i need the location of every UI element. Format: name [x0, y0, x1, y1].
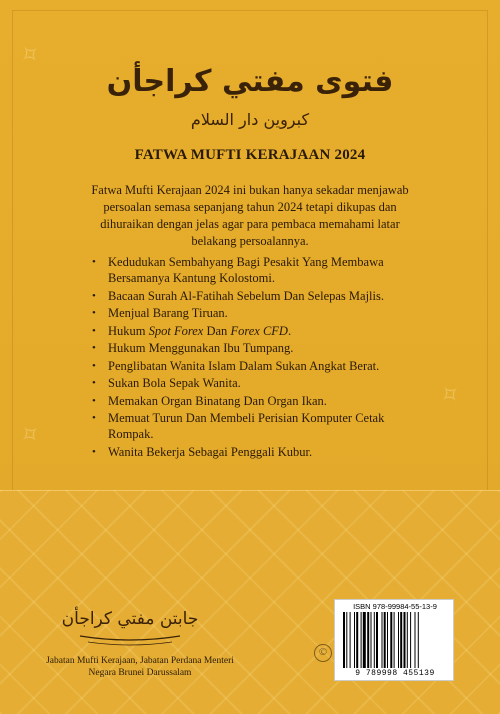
barcode-number: 9 789998 455139 [355, 669, 435, 678]
publisher-address [20, 655, 260, 679]
arabic-calligraphy-subtitle: كبروين دار السلام [190, 110, 310, 129]
bullet-icon: • [92, 342, 96, 354]
watermark-pattern-mid: ✧ [12, 416, 49, 454]
list-item: • Penglibatan Wanita Islam Dalam Sukan Angkat Berat. [92, 358, 380, 373]
list-item: • Wanita Bekerja Sebagai Penggali Kubur. [92, 444, 313, 459]
list-item: • Sukan Bola Sepak Wanita. [92, 376, 241, 390]
bullet-icon: • [92, 307, 96, 319]
bullet-icon: • [92, 394, 96, 407]
bullet-icon: • [92, 289, 96, 302]
watermark-pattern-top: ✧ [12, 36, 49, 74]
isbn-barcode [334, 599, 454, 681]
publisher-line-2: Negara Brunei Darussalam [88, 668, 192, 678]
barcode-icon [343, 612, 447, 668]
publisher-logo [61, 600, 199, 650]
list-item: • Hukum Spot Forex Dan Forex CFD. [92, 323, 292, 338]
copyright-icon: © [314, 644, 332, 662]
bullet-icon: • [92, 412, 96, 424]
list-item: • Memakan Organ Binatang Dan Organ Ikan. [92, 393, 327, 408]
bullet-icon: • [92, 359, 96, 372]
cover-title: FATWA MUFTI KERAJAAN 2024 [134, 147, 366, 163]
isbn-label: ISBN 978-99984-55-13-9 [353, 602, 437, 611]
list-item: • Hukum Menggunakan Ibu Tumpang. [92, 341, 294, 355]
bullet-icon: • [92, 256, 96, 268]
calligraphy-logo-icon [61, 600, 199, 650]
list-item: • Menjual Barang Tiruan. [92, 306, 228, 320]
bullet-icon: • [92, 445, 96, 458]
bullet-icon: • [92, 377, 96, 389]
svg-text:جابتن مفتي كراجأن: جابتن مفتي كراجأن [61, 609, 199, 629]
publisher-line-1: Jabatan Mufti Kerajaan, Jabatan Perdana Menteri [46, 656, 234, 666]
list-item: • Memuat Turun Dan Membeli Perisian Komputer Cetak Rompak. [92, 411, 385, 441]
list-item: • Bacaan Surah Al-Fatihah Sebelum Dan Selepas Majlis. [92, 288, 384, 303]
watermark-pattern-right: ✧ [432, 376, 469, 414]
topic-list [92, 254, 412, 461]
bullet-icon: • [92, 324, 96, 337]
list-item: • Kedudukan Sembahyang Bagi Pesakit Yang Membawa Bersamanya Kantung Kolostomi. [92, 255, 384, 285]
intro-paragraph: Fatwa Mufti Kerajaan 2024 ini bukan hanya sekadar menjawab persoalan semasa sepanjang tahun 2024 tetapi dikupas dan dihuraikan dengan jelas agar para pembaca memahami latar belakang persoalannya. [91, 183, 409, 248]
arabic-calligraphy-title: فتوى مفتي كراجأن [106, 64, 394, 99]
